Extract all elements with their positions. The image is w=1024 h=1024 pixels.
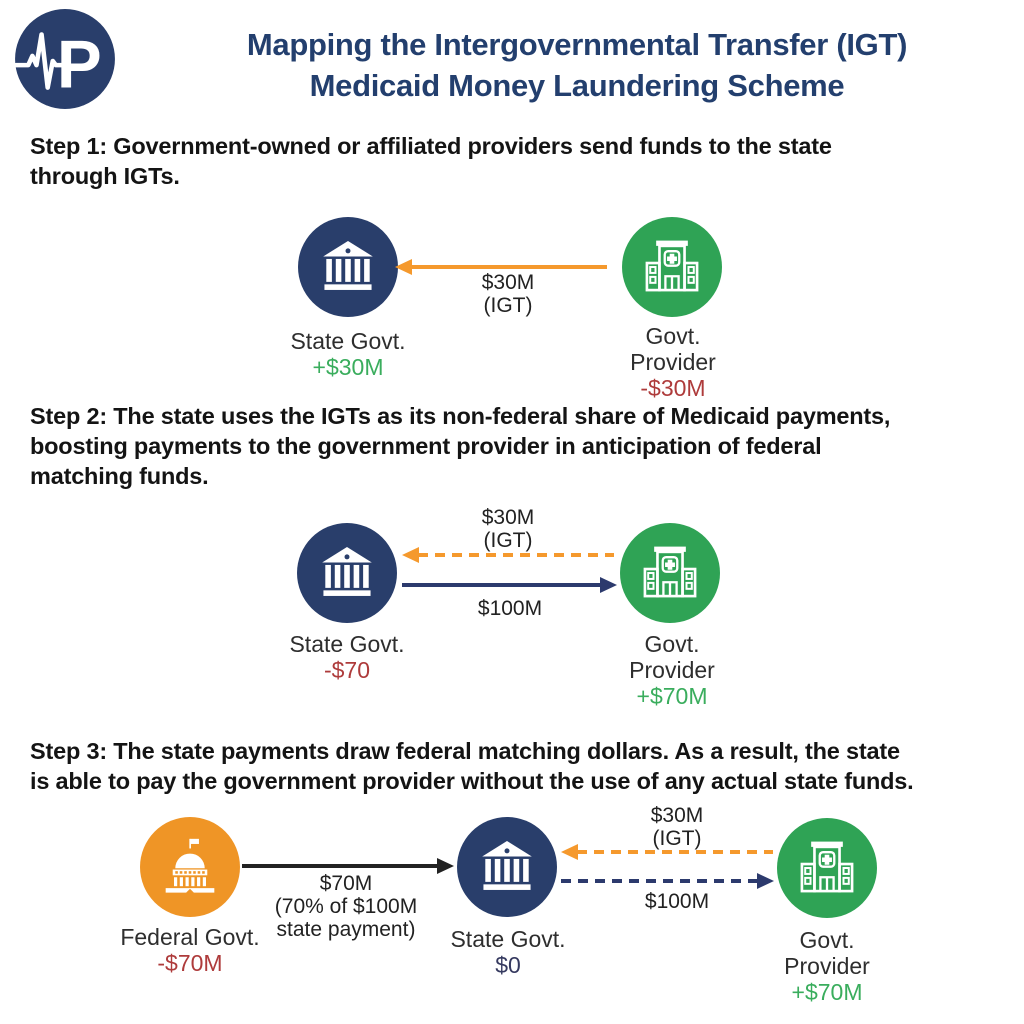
step1-caption-line1: Step 1: Government-owned or affiliated providers send funds to the state xyxy=(30,133,832,159)
step3-payment-arrowhead xyxy=(757,873,774,889)
step3-state-delta: $0 xyxy=(495,952,521,978)
step3-igt-arrow-label: $30M (IGT) xyxy=(650,804,704,850)
bank-icon xyxy=(476,836,538,898)
step3-igt-arrowhead xyxy=(561,844,578,860)
hospital-icon xyxy=(794,835,860,901)
step2-state-node xyxy=(297,523,397,623)
hospital-icon xyxy=(639,234,705,300)
logo-letter: P xyxy=(56,27,102,103)
hospital-icon xyxy=(637,540,703,606)
step3-state-label: State Govt. $0 xyxy=(450,926,566,978)
step3-provider-label: Govt. Provider +$70M xyxy=(784,927,870,1005)
step1-provider-label: Govt. Provider -$30M xyxy=(630,323,716,401)
step1-state-delta: +$30M xyxy=(312,354,384,380)
step3-caption-line1: Step 3: The state payments draw federal matching dollars. As a result, the state xyxy=(30,738,900,764)
logo-mark xyxy=(12,6,118,112)
bank-icon xyxy=(317,236,379,298)
step3-igt-arrow xyxy=(577,850,773,854)
step1-igt-arrow xyxy=(411,265,607,269)
step2-igt-arrow xyxy=(418,553,614,557)
step3-federal-delta: -$70M xyxy=(157,950,223,976)
step2-caption-line2: boosting payments to the government provider in anticipation of federal xyxy=(30,433,822,459)
step2-payment-arrowhead xyxy=(600,577,617,593)
step2-provider-node xyxy=(620,523,720,623)
page-title xyxy=(136,24,1018,106)
step3-federal-label: Federal Govt. -$70M xyxy=(120,924,260,976)
step2-igt-arrow-label: $30M (IGT) xyxy=(481,506,535,552)
step3-match-arrow-label: $70M (70% of $100M state payment) xyxy=(274,872,418,941)
step2-caption-line1: Step 2: The state uses the IGTs as its non-federal share of Medicaid payments, xyxy=(30,403,891,429)
step2-provider-label: Govt. Provider +$70M xyxy=(629,631,715,709)
step2-payment-arrow xyxy=(402,583,602,587)
logo xyxy=(12,6,118,112)
capitol-icon xyxy=(158,835,222,899)
step3-caption xyxy=(30,736,913,796)
step2-caption-line3: matching funds. xyxy=(30,463,209,489)
step1-igt-arrowhead xyxy=(395,259,412,275)
step1-state-label: State Govt. +$30M xyxy=(290,328,406,380)
step1-caption-line2: through IGTs. xyxy=(30,163,180,189)
step1-caption xyxy=(30,131,832,191)
page-title-line1: Mapping the Intergovernmental Transfer (IGT) xyxy=(246,27,908,62)
step1-provider-node xyxy=(622,217,722,317)
step3-payment-arrow-label: $100M xyxy=(644,890,710,913)
step2-igt-arrowhead xyxy=(402,547,419,563)
step3-provider-delta: +$70M xyxy=(791,979,863,1005)
step2-caption xyxy=(30,401,890,491)
step3-federal-node xyxy=(140,817,240,917)
step3-state-node xyxy=(457,817,557,917)
step2-payment-arrow-label: $100M xyxy=(477,597,543,620)
step3-match-arrowhead xyxy=(437,858,454,874)
page-title-line2: Medicaid Money Laundering Scheme xyxy=(309,68,845,103)
step1-state-node xyxy=(298,217,398,317)
step3-provider-node xyxy=(777,818,877,918)
step1-igt-arrow-label: $30M (IGT) xyxy=(481,271,535,317)
step3-payment-arrow xyxy=(561,879,759,883)
step2-state-delta: -$70 xyxy=(323,657,371,683)
step2-provider-delta: +$70M xyxy=(636,683,708,709)
step2-state-label: State Govt. -$70 xyxy=(289,631,405,683)
step1-provider-delta: -$30M xyxy=(640,375,706,401)
step3-match-arrow xyxy=(242,864,438,868)
bank-icon xyxy=(316,542,378,604)
step3-caption-line2: is able to pay the government provider without the use of any actual state funds. xyxy=(30,768,914,794)
